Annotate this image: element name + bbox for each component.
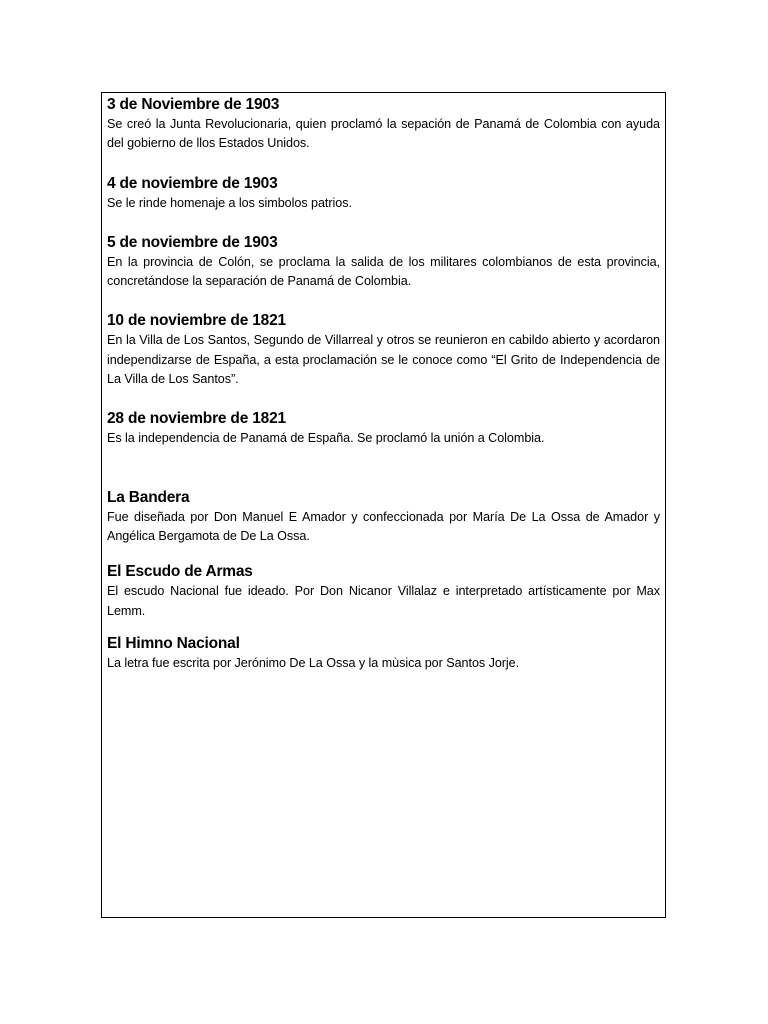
section-heading: 10 de noviembre de 1821 <box>107 312 286 330</box>
spacer <box>107 154 660 174</box>
section-heading: El Himno Nacional <box>107 634 240 652</box>
section-text: Es la independencia de Panamá de España. Se proclamó la unión a Colombia. <box>107 431 545 446</box>
section-3-noviembre-1903 <box>107 95 660 154</box>
section-10-noviembre-1821 <box>107 311 660 389</box>
section-text: El escudo Nacional fue ideado. Por Don Nicanor Villalaz e interpretado artísticamente por Max Lemm. <box>107 584 660 618</box>
spacer <box>107 621 660 634</box>
section-text: Se creó la Junta Revolucionaria, quien proclamó la sepación de Panamá de Colombia con ayuda del gobierno de llos Estados Unidos. <box>107 117 660 151</box>
spacer <box>107 389 660 409</box>
section-4-noviembre-1903 <box>107 174 660 213</box>
section-escudo-de-armas <box>107 562 660 621</box>
spacer <box>107 213 660 233</box>
document-box <box>101 92 666 918</box>
section-heading: 3 de Noviembre de 1903 <box>107 96 280 113</box>
section-text: Se le rinde homenaje a los simbolos patrios. <box>107 195 352 210</box>
section-heading: La Bandera <box>107 488 190 506</box>
section-la-bandera <box>107 488 660 547</box>
section-heading: 5 de noviembre de 1903 <box>107 233 278 251</box>
spacer <box>107 449 660 488</box>
section-heading: El Escudo de Armas <box>107 563 253 581</box>
section-heading: 28 de noviembre de 1821 <box>107 410 286 428</box>
section-text: En la provincia de Colón, se proclama la salida de los militares colombianos de esta provincia, concretándose la separación de Panamá de Colombia. <box>107 254 660 289</box>
section-text: Fue diseñada por Don Manuel E Amador y confeccionada por María De La Ossa de Amador y Angélica Bergamota de De La Ossa. <box>107 509 660 543</box>
section-heading: 4 de noviembre de 1903 <box>107 174 278 192</box>
spacer <box>107 546 660 562</box>
section-28-noviembre-1821 <box>107 409 660 448</box>
section-text: En la Villa de Los Santos, Segundo de Villarreal y otros se reunieron en cabildo abierto y acordaron independizarse de España, a esta proclamación se le conoce como “El Grito de Independencia de La Villa de Los Santos”. <box>107 333 660 387</box>
section-text: La letra fue escrita por Jerónimo De La Ossa y la mùsica por Santos Jorje. <box>107 655 520 670</box>
section-himno-nacional <box>107 634 660 673</box>
section-5-noviembre-1903 <box>107 233 660 292</box>
spacer <box>107 291 660 311</box>
